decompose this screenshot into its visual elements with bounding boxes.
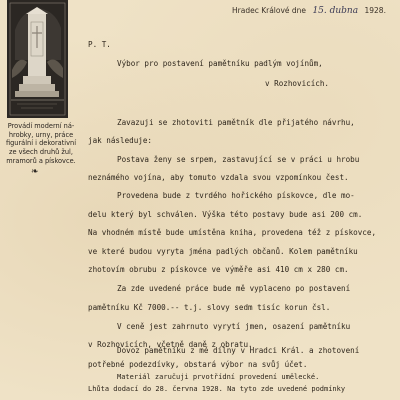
- letterhead-monument-engraving: [7, 0, 68, 118]
- paragraph-line: Lhůta dodací do 28. června 1928. Na tyto zde uvedené podmínky: [88, 385, 346, 393]
- date-prefix: Hradec Králové dne: [232, 6, 307, 15]
- services-line: hrobky, urny, práce: [8, 130, 74, 139]
- paragraph-line: neznámého vojína, aby tomuto vzdala svou vzpomínkou čest.: [88, 173, 349, 182]
- date-line: [232, 6, 386, 16]
- paragraph-line: Materiál zaručuji prvotřídní provedení umělecké.: [117, 373, 320, 381]
- services-line: figurální i dekorativní: [5, 139, 77, 148]
- paragraph-line: potřebné podezdívky, obstará výbor na svůj účet.: [88, 360, 308, 369]
- addressee-line-2: v Rozhovicích.: [265, 79, 330, 88]
- services-line: mramorů a pískovce.: [6, 156, 76, 165]
- date-year: 1928.: [364, 6, 386, 15]
- services-line: ze všech druhů žul,: [8, 148, 73, 157]
- paragraph-line: delu který byl schválen. Výška této postavy bude asi 200 cm.: [88, 210, 363, 219]
- addressee-line-1: Výbor pro postavení pamětníku padlým vojínům,: [117, 59, 323, 68]
- paragraph-line: Postava ženy se srpem, zastavující se v práci u hrobu: [117, 155, 360, 164]
- paragraph-line: ve které budou vyryta jména padlých občanů. Kolem pamětníku: [88, 247, 358, 256]
- paragraph-line: pamětníku Kč 7000.-- t.j. slovy sedm tisíc korun čsl.: [88, 303, 331, 312]
- paragraph-line: Provedena bude z tvrdého hořického pískovce, dle mo-: [117, 191, 355, 200]
- paragraph-line: zhotovím obrubu z pískovce ve výměře asi 410 cm x 280 cm.: [88, 265, 349, 274]
- paragraph-line: Na vhodném místě bude umístěna kniha, provedena též z pískovce,: [88, 228, 377, 237]
- salutation: P. T.: [88, 40, 111, 49]
- date-day: 15. dubna: [312, 6, 359, 16]
- intro-line: Zavazuji se zhotoviti pamětník dle přijatého návrhu,: [117, 118, 355, 127]
- intro-line: jak následuje:: [88, 136, 153, 145]
- services-line: Provádí moderní ná-: [7, 122, 75, 130]
- paragraph-line: Dovoz pamětníku z mé dílny v Hradci Král. a zhotovení: [117, 346, 360, 355]
- floral-ornament-icon: ❧: [31, 167, 39, 177]
- paragraph-line: Za zde uvedené práce bude mě vyplaceno po postavení: [117, 284, 351, 293]
- paragraph-line: V ceně jest zahrnuto vyrytí jmen, osazení pamětníku: [117, 322, 351, 331]
- paragraph-line: v Rozhovicích, včetně daně z obratu.: [88, 340, 253, 349]
- letterhead-services-text: [3, 122, 79, 166]
